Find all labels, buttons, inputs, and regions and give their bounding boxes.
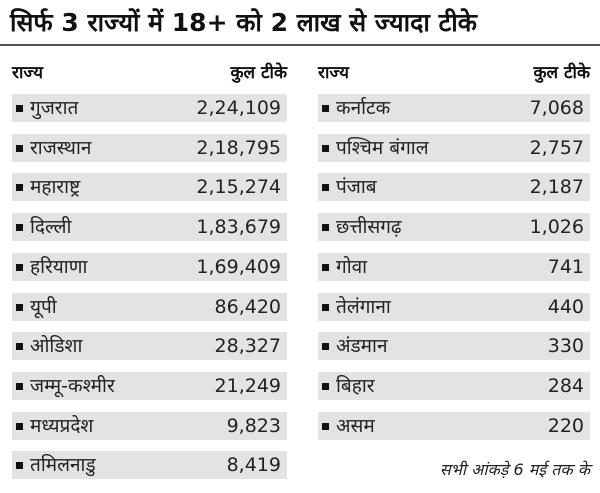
state-name: जम्मू-कश्मीर [30, 374, 115, 397]
table-row [318, 134, 590, 162]
table-row [12, 451, 287, 479]
state-name: छत्तीसगढ़ [336, 216, 402, 239]
title-divider [0, 44, 600, 46]
column-header-state: राज्य [12, 63, 43, 83]
vaccine-total: 284 [547, 374, 584, 397]
table-row [318, 173, 590, 201]
vaccine-total: 1,83,679 [196, 216, 281, 239]
table-row [318, 372, 590, 400]
vaccine-total: 330 [547, 335, 584, 358]
state-name: बिहार [336, 374, 375, 397]
state-name: मध्यप्रदेश [30, 414, 94, 437]
state-name: राजस्थान [30, 136, 92, 159]
state-name: यूपी [30, 295, 57, 318]
bullet-icon [322, 343, 329, 350]
table-row [12, 173, 287, 201]
bullet-icon [322, 383, 329, 390]
state-name: अंडमान [336, 335, 388, 358]
bullet-icon [322, 423, 329, 430]
state-name: पश्चिम बंगाल [336, 136, 429, 159]
bullet-icon [16, 224, 23, 231]
vaccine-total: 86,420 [214, 295, 281, 318]
vaccine-total: 2,15,274 [196, 176, 281, 199]
bullet-icon [322, 264, 329, 271]
vaccine-total: 9,823 [226, 414, 281, 437]
bullet-icon [322, 304, 329, 311]
state-name: असम [336, 414, 375, 437]
table-row [318, 253, 590, 281]
bullet-icon [16, 383, 23, 390]
state-name: ओडिशा [30, 335, 83, 358]
vaccine-total: 1,69,409 [196, 255, 281, 278]
vaccine-total: 2,757 [529, 136, 584, 159]
state-name: दिल्ली [30, 216, 72, 239]
table-row [12, 293, 287, 321]
table-row [12, 94, 287, 122]
column-header-state: राज्य [318, 63, 349, 83]
vaccine-total: 2,187 [529, 176, 584, 199]
vaccine-total: 2,18,795 [196, 136, 281, 159]
state-name: कर्नाटक [336, 97, 391, 119]
table-row [12, 213, 287, 241]
table-row [318, 293, 590, 321]
vaccine-total: 28,327 [214, 335, 281, 358]
state-name: हरियाणा [30, 255, 88, 278]
table-row [318, 213, 590, 241]
right-table [318, 58, 590, 437]
vaccine-total: 220 [547, 414, 584, 437]
bullet-icon [16, 343, 23, 350]
vaccine-total: 1,026 [529, 216, 584, 239]
vaccine-total: 21,249 [214, 374, 281, 397]
vaccine-total: 440 [547, 295, 584, 318]
left-table [12, 58, 287, 477]
vaccine-total: 741 [547, 255, 584, 278]
table-row [12, 253, 287, 281]
bullet-icon [322, 224, 329, 231]
page-title: सिर्फ 3 राज्यों में 18+ को 2 लाख से ज्यादा टीके [10, 8, 477, 37]
state-name: गोवा [336, 255, 368, 278]
vaccine-total: 7,068 [529, 97, 584, 119]
table-row [318, 94, 590, 122]
bullet-icon [322, 184, 329, 191]
footnote: सभी आंकड़े 6 मई तक के [439, 460, 590, 479]
state-name: गुजरात [30, 97, 79, 119]
state-name: पंजाब [336, 176, 377, 199]
table-row [12, 134, 287, 162]
vaccine-total: 8,419 [226, 454, 281, 477]
bullet-icon [16, 423, 23, 430]
left-table-header [12, 58, 287, 88]
table-row [318, 412, 590, 440]
bullet-icon [16, 462, 23, 469]
bullet-icon [16, 184, 23, 191]
table-row [318, 332, 590, 360]
vaccine-total: 2,24,109 [196, 97, 281, 119]
bullet-icon [16, 264, 23, 271]
column-header-total: कुल टीके [533, 63, 590, 83]
bullet-icon [16, 145, 23, 152]
state-name: तमिलनाडु [30, 454, 96, 477]
column-header-total: कुल टीके [230, 63, 287, 83]
bullet-icon [16, 105, 23, 112]
bullet-icon [16, 304, 23, 311]
right-table-header [318, 58, 590, 88]
bullet-icon [322, 105, 329, 112]
bullet-icon [322, 145, 329, 152]
table-row [12, 332, 287, 360]
table-row [12, 372, 287, 400]
state-name: तेलंगाना [336, 295, 391, 318]
table-row [12, 412, 287, 440]
state-name: महाराष्ट्र [30, 176, 81, 199]
